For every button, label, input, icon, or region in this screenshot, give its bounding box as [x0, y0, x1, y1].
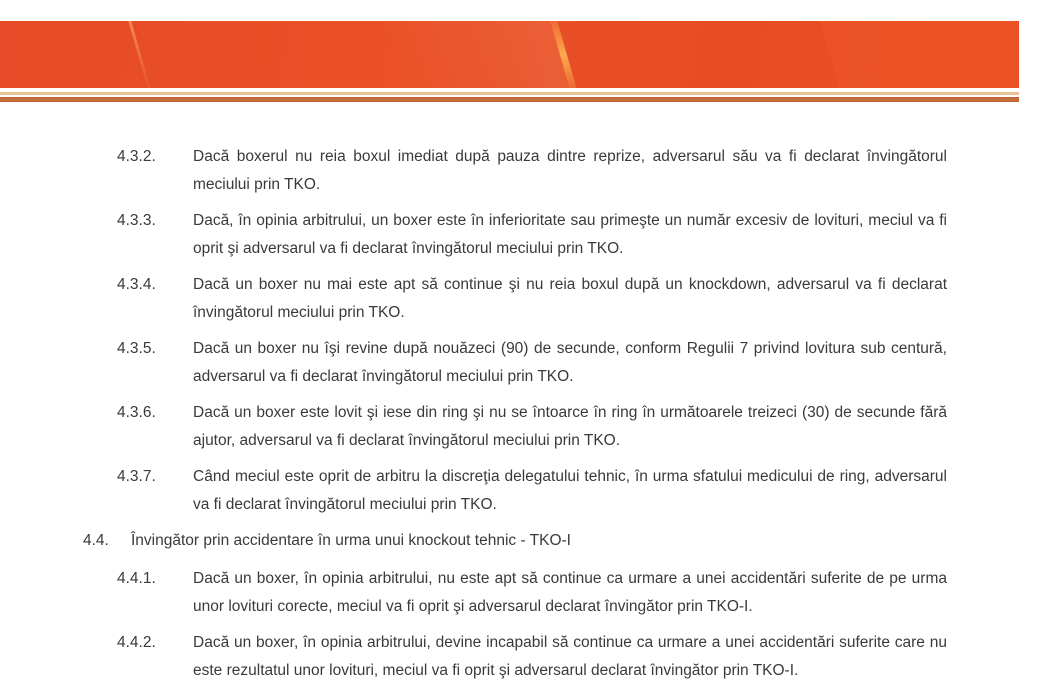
item-text: Dacă boxerul nu reia boxul imediat după pauza dintre reprize, adversarul său va fi declarat învingătorul meciului prin TKO.	[193, 148, 947, 193]
header-banner	[0, 21, 1019, 88]
item-text: Dacă, în opinia arbitrului, un boxer este în inferioritate sau primeşte un număr excesiv de lovituri, meciul va fi oprit şi adversarul va fi declarat învingătorul meciului prin TKO.	[193, 212, 947, 257]
list-item	[0, 399, 1050, 455]
banner-highlight-soft	[381, 21, 572, 88]
list-item	[0, 143, 1050, 199]
item-text: Dacă un boxer nu îşi revine după nouăzeci (90) de secunde, conform Regulii 7 privind lovitura sub centură, adversarul va fi declarat învingătorul meciului prin TKO.	[193, 340, 947, 385]
section-title: Învingător prin accidentare în urma unui knockout tehnic - TKO-I	[131, 532, 571, 549]
item-number: 4.3.3.	[117, 212, 156, 229]
item-text: Dacă un boxer, în opinia arbitrului, devine incapabil să continue ca urmare a unei accidentări suferite care nu este rezultatul unor lovituri, meciul va fi oprit şi adversarul declarat învingător prin TKO-I.	[193, 634, 947, 679]
list-item	[0, 463, 1050, 519]
item-number: 4.3.5.	[117, 340, 156, 357]
list-item	[0, 629, 1050, 685]
item-number: 4.3.7.	[117, 468, 156, 485]
page-top-margin	[0, 0, 1050, 21]
item-number: 4.3.2.	[117, 148, 156, 165]
item-number: 4.3.6.	[117, 404, 156, 421]
item-text: Dacă un boxer nu mai este apt să continue şi nu reia boxul după un knockdown, adversarul va fi declarat învingătorul meciului prin TKO.	[193, 276, 947, 321]
separator-line-thick	[0, 97, 1019, 102]
list-item	[0, 271, 1050, 327]
banner-shade-right	[819, 21, 1019, 88]
list-item	[0, 207, 1050, 263]
item-number: 4.3.4.	[117, 276, 156, 293]
item-text: Când meciul este oprit de arbitru la discreţia delegatului tehnic, în urma sfatului medicului de ring, adversarul va fi declarat învingătorul meciului prin TKO.	[193, 468, 947, 513]
document-body	[0, 143, 1050, 685]
section-number: 4.4.	[83, 532, 109, 549]
item-text: Dacă un boxer, în opinia arbitrului, nu este apt să continue ca urmare a unei accidentări suferite de pe urma unor lovituri corecte, meciul va fi oprit şi adversarul declarat învingător prin TKO-I.	[193, 570, 947, 615]
banner-highlight-streak-left	[127, 21, 153, 88]
item-number: 4.4.2.	[117, 634, 156, 651]
item-text: Dacă un boxer este lovit şi iese din ring şi nu se întoarce în ring în următoarele treizeci (30) de secunde fără ajutor, adversarul va fi declarat învingătorul meciului prin TKO.	[193, 404, 947, 449]
section-heading	[0, 527, 1050, 555]
separator-line-thin	[0, 92, 1019, 95]
list-item	[0, 565, 1050, 621]
list-item	[0, 335, 1050, 391]
item-number: 4.4.1.	[117, 570, 156, 587]
